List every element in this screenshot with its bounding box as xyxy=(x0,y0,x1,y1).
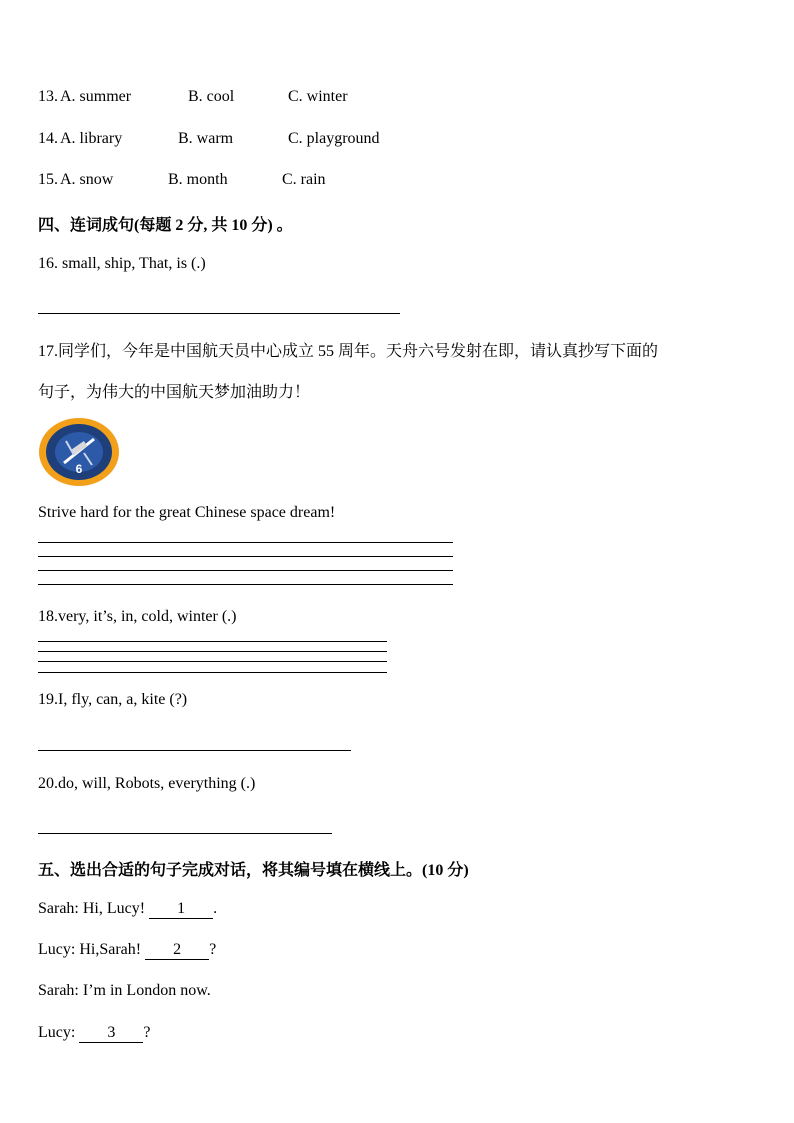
dialog-speaker-text: Lucy: xyxy=(38,1024,80,1041)
copy-line-2[interactable] xyxy=(38,556,453,557)
dialog-line-4 xyxy=(38,1024,150,1043)
question-17-sentence: Strive hard for the great Chinese space dream! xyxy=(38,504,336,521)
question-13 xyxy=(38,88,758,108)
q15-num: 15. xyxy=(38,171,58,188)
answer-line-18-1[interactable] xyxy=(38,641,387,642)
dialog-speaker-text: Lucy: Hi,Sarah! xyxy=(38,941,146,958)
dialog-punctuation: ? xyxy=(209,941,217,958)
question-20: 20.do, will, Robots, everything (.) xyxy=(38,775,256,792)
answer-line-18-3[interactable] xyxy=(38,661,387,662)
question-15 xyxy=(38,171,758,191)
q14-num: 14. xyxy=(38,130,58,147)
answer-line-18-4[interactable] xyxy=(38,672,387,673)
copy-line-3[interactable] xyxy=(38,570,453,571)
dialog-line-1 xyxy=(38,900,217,919)
q14-option-a: A. library xyxy=(60,130,123,147)
section-5-heading: 五、选出合适的句子完成对话，将其编号填在横线上。(10 分) xyxy=(38,862,469,879)
q13-option-b: B. cool xyxy=(188,88,235,105)
q13-option-c: C. winter xyxy=(288,88,348,105)
q13-option-a-text: A. summer xyxy=(60,88,132,105)
dialog-punctuation: ? xyxy=(143,1024,151,1041)
dialog-line-2 xyxy=(38,941,216,960)
answer-line-20[interactable] xyxy=(38,833,332,834)
q15-option-c: C. rain xyxy=(282,171,326,188)
dialog-speaker-text: Sarah: I’m in London now. xyxy=(38,982,211,999)
copy-line-4[interactable] xyxy=(38,584,453,585)
q15-option-a: A. snow xyxy=(60,171,114,188)
svg-text:6: 6 xyxy=(75,462,83,476)
mission-patch-logo xyxy=(38,417,120,487)
dialog-punctuation: . xyxy=(213,900,218,917)
q14-option-b: B. warm xyxy=(178,130,234,147)
question-16: 16. small, ship, That, is (.) xyxy=(38,255,206,272)
dialog-blank-2[interactable]: 2 xyxy=(145,941,209,960)
answer-line-18-2[interactable] xyxy=(38,651,387,652)
section-4-heading: 四、连词成句(每题 2 分, 共 10 分) 。 xyxy=(38,217,293,234)
question-17-line-2: 句子，为伟大的中国航天梦加油助力！ xyxy=(38,384,311,401)
question-18: 18.very, it’s, in, cold, winter (.) xyxy=(38,608,237,625)
q14-option-c: C. playground xyxy=(288,130,380,147)
question-14 xyxy=(38,130,758,150)
question-17-line-1: 17.同学们，今年是中国航天员中心成立 55 周年。天舟六号发射在即，请认真抄写下面的 xyxy=(38,343,659,360)
dialog-speaker-text: Sarah: Hi, Lucy! xyxy=(38,900,150,917)
copy-line-1[interactable] xyxy=(38,542,453,543)
answer-line-19[interactable] xyxy=(38,750,351,751)
question-19: 19.I, fly, can, a, kite (?) xyxy=(38,691,188,708)
answer-line-16[interactable] xyxy=(38,313,400,314)
q15-option-b: B. month xyxy=(168,171,228,188)
dialog-line-3 xyxy=(38,982,211,1000)
q13-option-a: 13. xyxy=(38,88,58,105)
dialog-blank-3[interactable]: 3 xyxy=(79,1024,143,1043)
dialog-blank-1[interactable]: 1 xyxy=(149,900,213,919)
